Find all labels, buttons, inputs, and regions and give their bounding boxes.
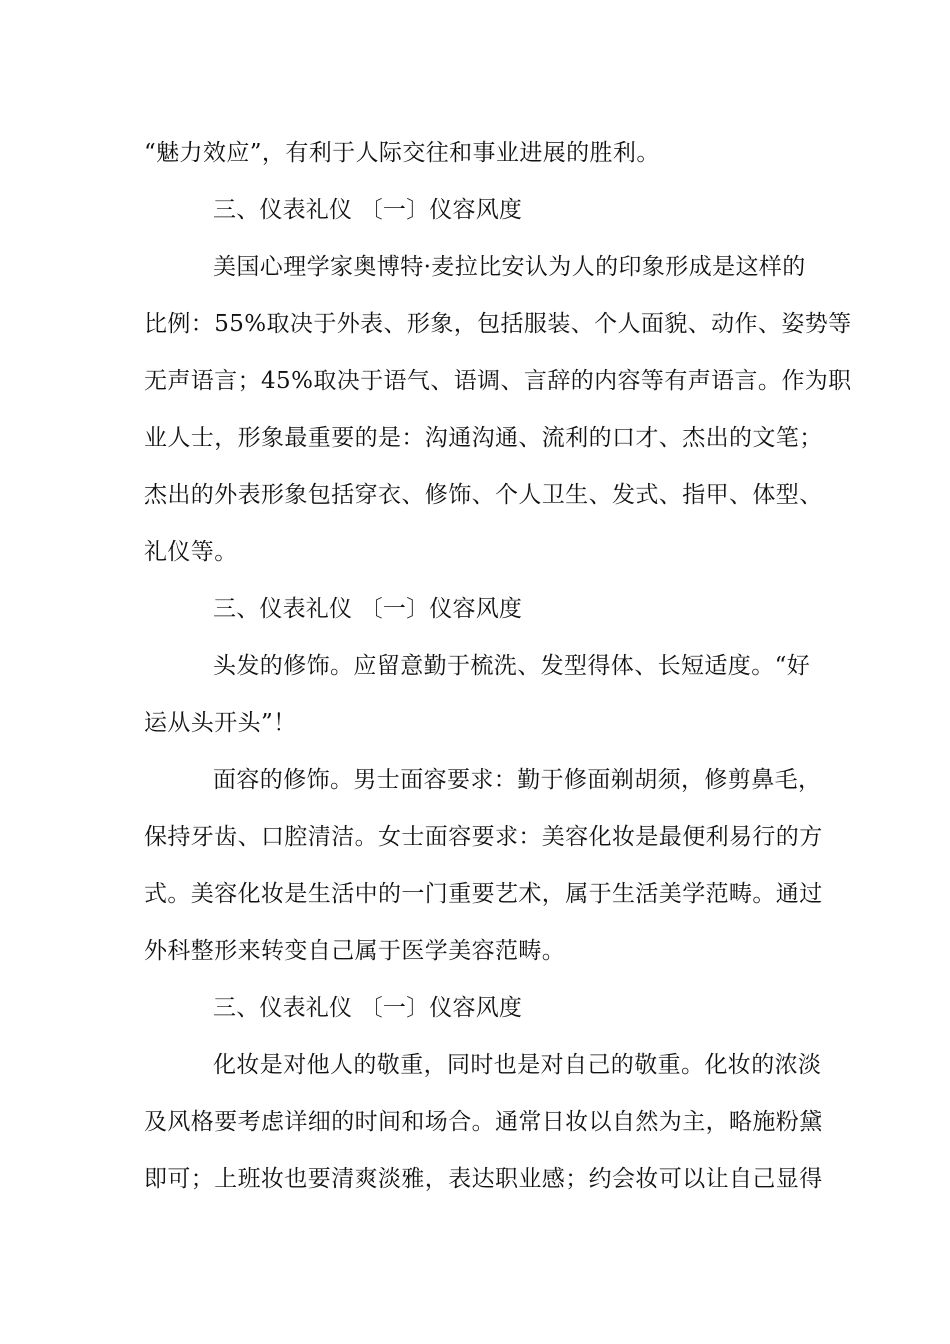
body-text-line: 杰出的外表形象包括穿衣、修饰、个人卫生、发式、指甲、体型、 <box>144 482 823 508</box>
section-heading: 三、仪表礼仪 〔一〕仪容风度 <box>213 995 523 1021</box>
body-text-line: 运从头开头”！ <box>144 710 297 736</box>
paragraph-first-line: 头发的修饰。应留意勤于梳洗、发型得体、长短适度。“好 <box>213 653 811 679</box>
body-text-line: 外科整形来转变自己属于医学美容范畴。 <box>144 938 566 964</box>
body-text-line: 业人士，形象最重要的是：沟通沟通、流利的口才、杰出的文笔； <box>144 425 823 451</box>
body-text-line: 保持牙齿、口腔清洁。女士面容要求：美容化妆是最便利易行的方 <box>144 824 823 850</box>
paragraph-first-line: 面容的修饰。男士面容要求：勤于修面剃胡须，修剪鼻毛， <box>213 767 822 793</box>
body-text-line: 无声语言；45%取决于语气、语调、言辞的内容等有声语言。作为职 <box>144 368 852 394</box>
section-heading: 三、仪表礼仪 〔一〕仪容风度 <box>213 197 523 223</box>
body-text-line: 比例：55%取决于外表、形象，包括服装、个人面貌、动作、姿势等 <box>144 311 852 337</box>
paragraph-first-line: 化妆是对他人的敬重，同时也是对自己的敬重。化妆的浓淡 <box>213 1052 822 1078</box>
section-heading: 三、仪表礼仪 〔一〕仪容风度 <box>213 596 523 622</box>
body-text-line: 式。美容化妆是生活中的一门重要艺术，属于生活美学范畴。通过 <box>144 881 823 907</box>
paragraph-first-line: 美国心理学家奥博特·麦拉比安认为人的印象形成是这样的 <box>213 254 806 280</box>
body-text-line: 及风格要考虑详细的时间和场合。通常日妆以自然为主，略施粉黛 <box>144 1109 823 1135</box>
body-text-line: 即可；上班妆也要清爽淡雅，表达职业感；约会妆可以让自己显得 <box>144 1166 823 1192</box>
body-text-line: “魅力效应”，有利于人际交往和事业进展的胜利。 <box>144 140 660 166</box>
body-text-line: 礼仪等。 <box>144 539 238 565</box>
